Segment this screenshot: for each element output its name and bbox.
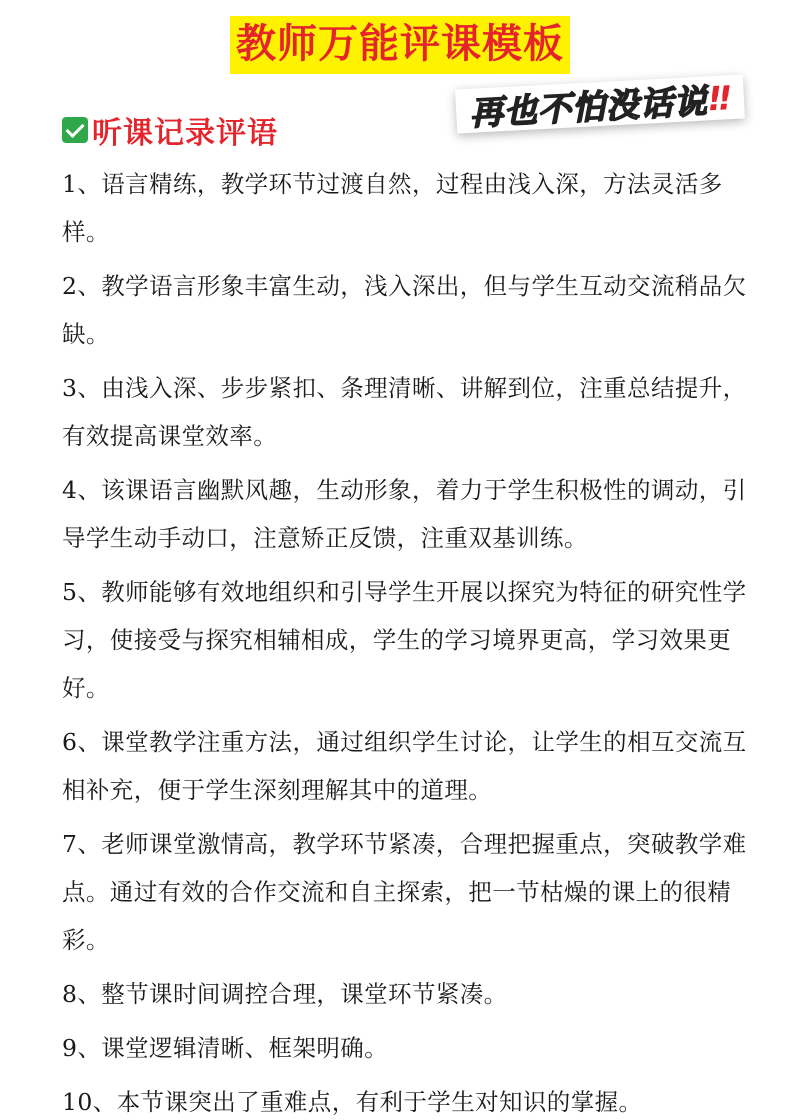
list-item: 1、语言精练，教学环节过渡自然，过程由浅入深，方法灵活多样。 [62,170,723,246]
comment-list [62,160,752,1120]
list-item: 7、老师课堂激情高，教学环节紧凑，合理把握重点，突破教学难点。通过有效的合作交流和自主探索，把一节枯燥的课上的很精彩。 [62,830,747,954]
slogan-text: 再也不怕没话说 [468,80,709,133]
list-item: 8、整节课时间调控合理，课堂环节紧凑。 [62,980,508,1008]
page-title: 教师万能评课模板 [230,16,570,74]
list-item: 9、课堂逻辑清晰、框架明确。 [62,1034,389,1062]
list-item: 10、本节课突出了重难点，有利于学生对知识的掌握。 [62,1088,643,1116]
double-exclamation-icon: ‼ [708,77,732,118]
slogan-sticker [455,74,745,133]
title-banner [0,16,800,74]
list-item: 6、课堂教学注重方法，通过组织学生讨论，让学生的相互交流互相补充，便于学生深刻理解其中的道理。 [62,728,747,804]
list-item: 2、教学语言形象丰富生动，浅入深出，但与学生互动交流稍品欠缺。 [62,272,747,348]
section-heading [62,108,278,152]
list-item: 5、教师能够有效地组织和引导学生开展以探究为特征的研究性学习，使接受与探究相辅相成，学生的学习境界更高，学习效果更好。 [62,578,747,702]
list-item: 4、该课语言幽默风趣，生动形象，着力于学生积极性的调动，引导学生动手动口，注意矫正反馈，注重双基训练。 [62,476,747,552]
section-heading-text: 听课记录评语 [92,116,278,151]
check-mark-icon [62,117,88,143]
list-item: 3、由浅入深、步步紧扣、条理清晰、讲解到位，注重总结提升，有效提高课堂效率。 [62,374,747,450]
